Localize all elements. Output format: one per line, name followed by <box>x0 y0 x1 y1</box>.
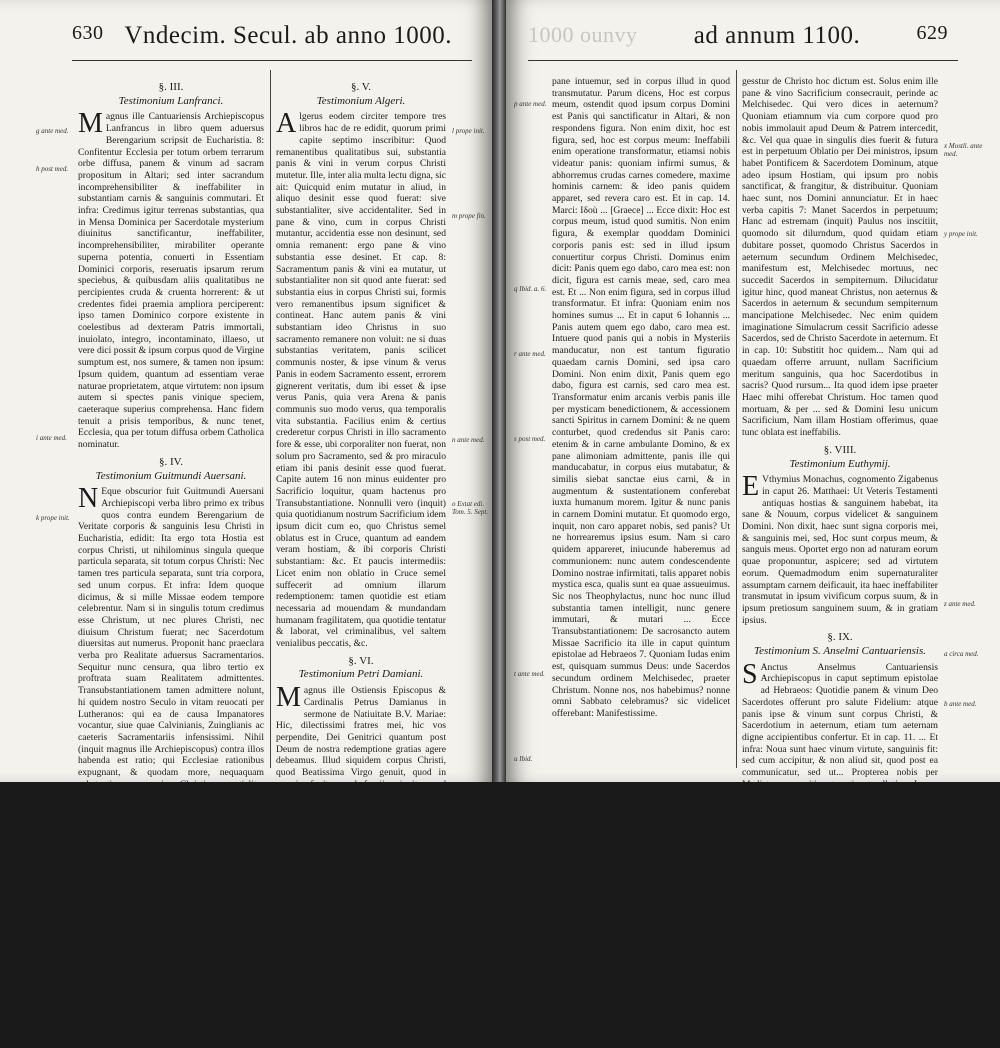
section-heading: §. IX. <box>827 631 853 644</box>
paragraph <box>742 471 938 626</box>
margin-note: g ante med. <box>36 127 69 135</box>
body-text: Heophylactus Acrida in Bulgaria Archiepiscopus in caput 26. Matthaei: Hoc est corpus meum, hoc quod nunc sumitis. Non enim figura est panis, corporis Domini, sed in corpus illud Christi transmutatur. <box>276 978 446 1048</box>
column-divider <box>270 70 271 768</box>
paragraph <box>742 658 938 838</box>
header-rule <box>72 60 472 61</box>
body-text: agnus ille Cantuariensis Archiepiscopus Lanfrancus in libro quem aduersus Berengarium scripsit de Eucharistia. 8: Confitentur Ecclesia per totum orbem terrarum orbe diffusa, panem & vinum ad sacram propositum in Altari; sed inter sacrandum incomprehensibiliter & ineffabiliter in substantiam carnis & sanguinis commutari. Et infra: Credimus igitur terrenas substantias, qua in Mensa Dominica per Sacerdotale mysterium diuinitus sanctificantur, ineffabiliter, incomprehensibiliter, mirabiliter operante superna potentia, conuerti in Essentiam Dominici corporis, reseruatis ipsarum rerum speciebus, & quibusdam aliis qualitatibus ne percipientes cruda & cruenta horrerent: & ut credentes fidei praemia ampliora perciperent: ipso tamen Dominico corpore existente in coelestibus ad dexteram Patris immortali, inuiolato, integro, incontaminato, illaeso, ut vere dici possit & ipsum corpus quod de Virgine sumptum est, nos sumere, & tamen non ipsum: Ipsum quidem, quantum ad essentiam verae naturae proprietatem, atque virtutem: non ipsum autem si spectes panis vinique speciem, caeteraque superius comprehensa. Hanc fidem tenuit a prisis temporibus, & nunc tenet, Ecclesia, qua per totum diffusa orbem Catholica nominatur. <box>78 111 264 451</box>
drop-cap: N <box>78 483 99 515</box>
margin-note: i ante med. <box>36 434 67 442</box>
body-text: Anctus Anselmus Cantuariensis Archiepiscopus in caput septimum epistolae ad Hebraeos: Quotidie panem & vinum Deo Sacerdotes offerunt pro salute Fidelium: atque panis ipse & vinum sunt corpus Christi, & Sacerdotium in aeternum, etiam tum aeternam digne accipientibus confertur. Et in cap. 11. ... Et infra: Noua sunt haec vinum virtute, sanguinis fit: sed cum accipitur, & non aliud sit, quod post ea communicatur, sed ut... Propterea nobis per Mediatorem propitia est gratia, et pollutis ... Ipsum tum sumentibus carnem examinem, sed consecratione & operatione diuina vinificatum. Et aliquot ante periodis: Propterea nobis per Mediatorem propitia est gratia, et <box>742 661 938 837</box>
right-column-2 <box>742 76 938 837</box>
section-heading: §. VIII. <box>823 443 857 456</box>
section-title: Testimonium S. Anselmi Cantuariensis. <box>753 645 927 658</box>
drop-cap: E <box>742 471 760 503</box>
margin-note: r ante med. <box>514 350 546 358</box>
paragraph <box>276 108 446 650</box>
margin-note: a circa med. <box>944 650 979 658</box>
body-text: pane intuemur, sed in corpus illud in quod transmutatur. Parum dicens, Hoc est corpus meum, ostendit quod ipsum corpus Domini est Panis qui sanctificatur in Altari, & non respondens figura. Non enim dixit, hoc est figura, sed, hoc est corpus meum: Ineffabili enim operatione transformatur, etiamsi nobis videatur panis: quoniam infirmi sumus, & abhorremus crudas carnes comedere, maxime hominis carnem: & ideo panis quidem apparet, sed revera caro est. Et in cap. 14. Marci: Ιδοù ... [Graece] ... Ecce dixit: Hoc est corpus meum, istud quod sumitis. Non enim figura, & exemplar quoddam Dominici corporis panis est: sed in illud ipsum conuertitur corpus Christi. Dominus enim dicit: Panis quem ego dabo, caro mea est: non dicit, figura est carnis meae, sed, caro mea est. Et ... Non enim figura, sed in corpus illud transformatur. Et infra: Quoniam enim nos homines sumus ... Et in caput 6 Iohannis ... Panis autem quem ego dabo, caro mea est. Intuere quod panis qui a nobis in Mysteriis manducatur, non est tantum figuratio quaedam carnis Domini, sed ipsa caro Domini. Non enim dixit, Panis quem ego dabo, figura est carnis, sed caro mea est. Transformatur enim arcanis verbis panis ille per mysticam benedictionem, & accessionem sancti Spiritus in carnem Domini: & ne quem conturbet, quod credendus sit Panis caro: etenim & in carne ambulante Domino, & ex pane alimoniam admittente, panis ille qui manducabatur, in corpus eius mutabatur, & similis siebat sanctae eius carni, & in augmentum & sustentationem conferebat iuxta humanum morem. Igitur & nunc panis in carnem Domini mutatur. Et quomodo ergo, inquit, non caro apparet nobis, sed panis? Ut ne horrearemus ipsius esum. Nam si caro quidem appareret, iniucunde haberemus ad communionem: nunc autem condescendente Domino nostrae infirmitati, talis apparet nobis mystica esca, qualis sunt ea quae assueuimus. Sic nos Theophylactus, nunc hoc nunc illud substantia tamen intelligit, nunc genere immutari, & mutari ... Ecce Transubstantiationem: De sacrosancto autem Missae Sacrificio ita ille in caput quintum epistolae ad Hebraeos 7. Quoniam Iudas enim est, quisquam summus Deus: unde Sacerdos secundum ordinem Melchisedec, praeter Christum. Nonne nos, nos habebimus? nonne omni Sabbato celebramus? sic videlicet offerebant: Manifestissime. <box>552 76 730 719</box>
section-title: Testimonium Theophylacti. <box>301 961 421 974</box>
right-running-head <box>528 22 948 50</box>
section-heading: §. IV. <box>159 455 183 468</box>
paragraph <box>276 975 446 1048</box>
section-heading: §. V. <box>350 81 372 93</box>
section-heading: §. III. <box>158 81 184 93</box>
drop-cap: A <box>276 108 297 140</box>
body-text: agnus ille Ostiensis Episcopus & Cardinalis Petrus Damianus in sermone de Natiuitate B.V. Mariae: Hic, dilectissimi fratres mei, hic vos perpendite, Dei Genitrici quantum post Deum de nostra redemptione gratias agere debeamus. Illud siquidem corpus Christi, quod Beatissima Virgo genuit, quod in gremio fouit, quod fasciis cinxit, quod materna cura nutriuit, illud, inquam, absque ulla dubitatione, non aliud, nunc de sacro altari percipimus, & eius sanguinem in sacramentum nostrae redemptionis haurimus. Hoc Catholica fides habet, hoc sancta Ecclesia fideliter docet. Ita ille de Sacramento: Nunc audiendum est quid de Sacrificio, in sermone de Natiuitate Domini: Insignes Sacerdotes vigilantibus oculis primo diei ortus salubriter indagare, sacramentalibus undae vestimentis, instruere ad Altare Dei, ad sacrificandum corpus & sanguinem Saluatoris. <box>276 685 446 942</box>
left-column-2 <box>276 76 446 1048</box>
bleed-through-text: 1000 ounvy <box>528 22 638 47</box>
left-column-1 <box>78 76 264 1048</box>
right-running-title: ad annum 1100. <box>693 22 861 49</box>
column-divider <box>736 70 737 768</box>
margin-note: h post med. <box>36 165 69 173</box>
drop-cap: M <box>78 108 103 140</box>
paragraph <box>276 682 446 942</box>
header-rule <box>528 60 958 61</box>
body-text: Vthymius Monachus, cognomento Zigabenus in caput 26. Matthaei: Ut Veteris Testamenti antiquas hostias & sanguinem habebat, ita sane & Nouum, corpus videlicet & sanguinem Domini. Non dixit, haec sunt signa corporis mei, & sanguinis mei, sed, Hoc sunt corpus meum, & sanguis meus. Oportet ergo non ad naturam eorum quae proponuntur, aspicere; sed ad virtutem eorum. Quemadmodum enim supernaturaliter assumptam carnem deificauit, ita haec ineffabiliter transmutat in ipsum vivificum corpus suum, & in ipsum pretiosum sanguinem suum, & in gratiam ipsius. <box>742 474 938 626</box>
margin-note: k prope init. <box>36 514 70 522</box>
margin-note: x Mostli. ante med. <box>944 142 983 158</box>
margin-note: m prope fin. <box>452 212 486 220</box>
margin-note: l prope init. <box>452 127 485 135</box>
section-title: Testimonium Guitmundi Auersani. <box>95 469 247 482</box>
margin-note: o Extat edi. Tom. 5. Sept. <box>452 500 489 516</box>
drop-cap: S <box>742 658 758 690</box>
section-heading: §. VII. <box>346 947 376 960</box>
section-title: Testimonium Algeri. <box>316 94 406 107</box>
body-text: gesstur de Christo hoc dictum est. Solus enim ille pane & vino Sacrificium consecrauit, perinde ac Melchisedec. Qui vero dices in aeternum? Quoniam etiamnum via cum corpore quod pro nobis immolauit apud Deum & Patrem intercedit, &c. Vel qua quae in singulis dies fuerit & futura est in perpetuum Oblatio per Dei ministros, ipsum habet Pontificem & Sacerdotem Dominum, atque adeo ipsum Hostiam, qui ipsum pro nobis sanctificat, & frangitur, & distribuitur. Quoniam haec sunt, nos Domini annunciatur. Et in haec verba capitis 7: Manet Sacerdos in perpetuum; Hanc ad estremam (inquit) Paulus nos inscitiit, quomodo sit dilurndum, quod quidam etiam dubitare posset, quomodo Christus Sacerdos in aeternum secundum Ordinem Melchisedec, manifestum est, Melchisedec mortuus, nec succedit Sacerdos in sempiternum. Dilucidatur igitur hinc, quod maneat Christus, non aeternus & Sacerdos in aeternum & secundum sempiternum mancipatione Melchisedec. Nec enim quidem imaginatione Simulacrum cessit Sacrificio adesse Sacerdos, sed de Christo Sacerdote in aeternum. Et in cap. 10: Substitit hoc quidem... Nam qui ad quaedam offerre arruunt, nullam Sacrificium meritum sanguinis, qua hoc Sacerdotibus in sacris? Quod rursum... Ita quod idem ipse praeter Haec mihi offerebat Christum. Hoc tamen quod mortuam, & per ... sed & Domini Iesu unicum Sacrificium, Nam illam Hostiam offerimus, quae tunc oblata est ineffabilis. <box>742 76 938 439</box>
margin-note: b ante med. <box>944 700 977 708</box>
paragraph <box>552 76 730 720</box>
right-column-1 <box>552 76 730 768</box>
left-page <box>0 0 492 1048</box>
left-running-head <box>72 22 452 50</box>
section-heading: §. VI. <box>348 654 374 667</box>
paragraph <box>78 483 264 1048</box>
right-page-number: 629 <box>916 22 948 44</box>
paragraph <box>742 76 938 439</box>
paragraph <box>78 108 264 451</box>
margin-note: y prope init. <box>944 230 978 238</box>
section-title: Testimonium Petri Damiani. <box>298 668 424 681</box>
right-page <box>506 0 1000 837</box>
body-text: Eque obscurior fuit Guitmundi Auersani Archiepiscopi verba libro primo ex tribus quos contra eundem Berengarium de Veritate corporis & sanguinis Iesu Christi in Eucharistia, edidit: Ita ergo tota Hostia est corpus Christi, ut nihilominus singula queque particula separata, sit totum corpus Christi: Nec tamen tres particula separata, sunt tria corpora, sed unum corpus. Et infra: Idem quoque dicimus, & si mille Missae eodem tempore celebrentur. Nam si in singulis totum credimus esse Christum, ut nec plures Christi, nec diuisum Christum fuerat; nec Sacerdotum diuersitas aut numerus. Proponit hanc praeclara verba pro Realitate aduersus Sacramentarios. Sequitur nunc censura, qua libro tertio ex proftrata suam Realitatem admittentes. Transubstantiationem tamen admittere nolunt, hi quidem nostro Seculo in vitam reuocati per Lutheranos: qui ea de causa Impanatores vocantur, siue quae Calvinianis, Zuinglianis ac caeteris Sacramentariis infensissimi. Nihil (inquit magnus ille Archiepiscopus) contra illos habenda est ratio; qui Ecclesiae rationibus expugnant, & quodam more, nequaquam substantiam corporis Christi essentialiter Dominici: panem tamen & vinum per verba Salutaria, in carnem tamen & sanguinem vere, nequaquam credentes. Sed Christum pane & vino communicantes, tamquam substantiam remanere, harum alteram considerant. Et infra: Ut impanatos vel inuiniari Christum, nulla Christi vocem afferre possunt, nec Prophetae praedicaverunt, nec Christus ostendit, nec Apostoli praedicauerunt, nec mundus, excepto his paucissimis haereticis, credidit. Paulo pulsiter in multis errore esse permittit? Et postea: Beatae fidei in libris de Sacramentis de hoc expresse sic docere; non in pane & vino Corpus & sanguinem Domini latere, sed panem & vinum in Corpus & Sanguinem Domini commutari dicunt. Et infra: Hoc Impanatores fuisse ipse Dominus Iesus verbo suo negauit, cum accipiens panem gratias egit, ac benedicens, ait: Hoc est corpus meum. Non ait, In hoc latet corpus meum. Nec dixit: In hoc vino est sanguis meus, sed dixit, Hic est sanguis meus. <box>78 486 264 1048</box>
left-page-number: 630 <box>72 22 104 44</box>
drop-cap: M <box>276 682 301 714</box>
margin-note: u Ibid. <box>514 755 533 763</box>
margin-note: z ante med. <box>944 600 976 608</box>
left-running-title: Vndecim. Secul. ab anno 1000. <box>124 22 452 49</box>
margin-note: s post med. <box>514 435 546 443</box>
margin-note: q Ibid. a. 6. <box>514 285 547 293</box>
section-title: Testimonium Lanfranci. <box>118 94 224 107</box>
drop-cap: T <box>276 975 294 1007</box>
margin-note: p ante med. <box>514 100 547 108</box>
margin-note: t ante med. <box>514 670 545 678</box>
book-gutter <box>492 0 506 782</box>
section-title: Testimonium Euthymij. <box>789 457 891 470</box>
margin-note: n ante med. <box>452 436 485 444</box>
body-text: lgerus eodem circiter tempore tres libros hac de re edidit, quorum primi capite septimo inscribitur: Quod remanentibus qualitatibus sui, substantia panis & vini in verum corpus Christi mutetur. Ille, inter alia multa lectu digna, sic ait: Quicquid enim mutatur in aliud, in aliquo desinit esse quod fuerat: sive substantialiter, sive accidentaliter. Sed in pane & vino, cum in corpus Christi mutantur, accidentia esse non desinunt, sed omnia remanent: ergo pane & vino substantia esse desinet. Et cap. 8: Sacramentum panis & vini ea mutatur, ut substantialiter non sit quod ante fuerat: sed substantia eius in corpus Christi sui, formis vero remanentibus ipsum significet & contineat. Hanc autem panis & vini substantiam ideo Christus in suo sacramento remanere non voluit: ne si duas substantias veritatem, panis scilicet communis noster, & ipse vinum & verus Panis in eodem Sacramento essent, errorem gignerent veritatis, dum ibi esset & ipse verus Panis, quia vera Arena & panis communis suo modo verus, qua temporalis vita substantia. Facilius enim & certius crederetur corpus Christi in illo sacramento fore & esse, ubi corporaliter non fuerat, non solum pro Sacramento, sed & pro miraculo etiam ibi panis desinit esse quod fuerat. Capite autem 16 non minus euidenter pro Sacrificio loquitur, quam hactenus pro Transubstantiatione. Nonnulli vero (inquit) quia quotidianum nostrum Sacrificium idem ipsum dicit cum eo, quo Christus semel oblatus est in Cruce, quantum ad eandem veram hostiam, & ibi corporis Christi substantiam: &c. Et paucis intermediis: Licet enim non oblatio in Cruce semel suffecerit ad omnium illarum redemptionem: tamen quotidie est etiam necessaria ad mouendam & mundandam humanam fragilitatem, qua quotidie tentatur & laborat, vel criminalibus, vel saltem venialibus peccatis, &c. <box>276 111 446 650</box>
